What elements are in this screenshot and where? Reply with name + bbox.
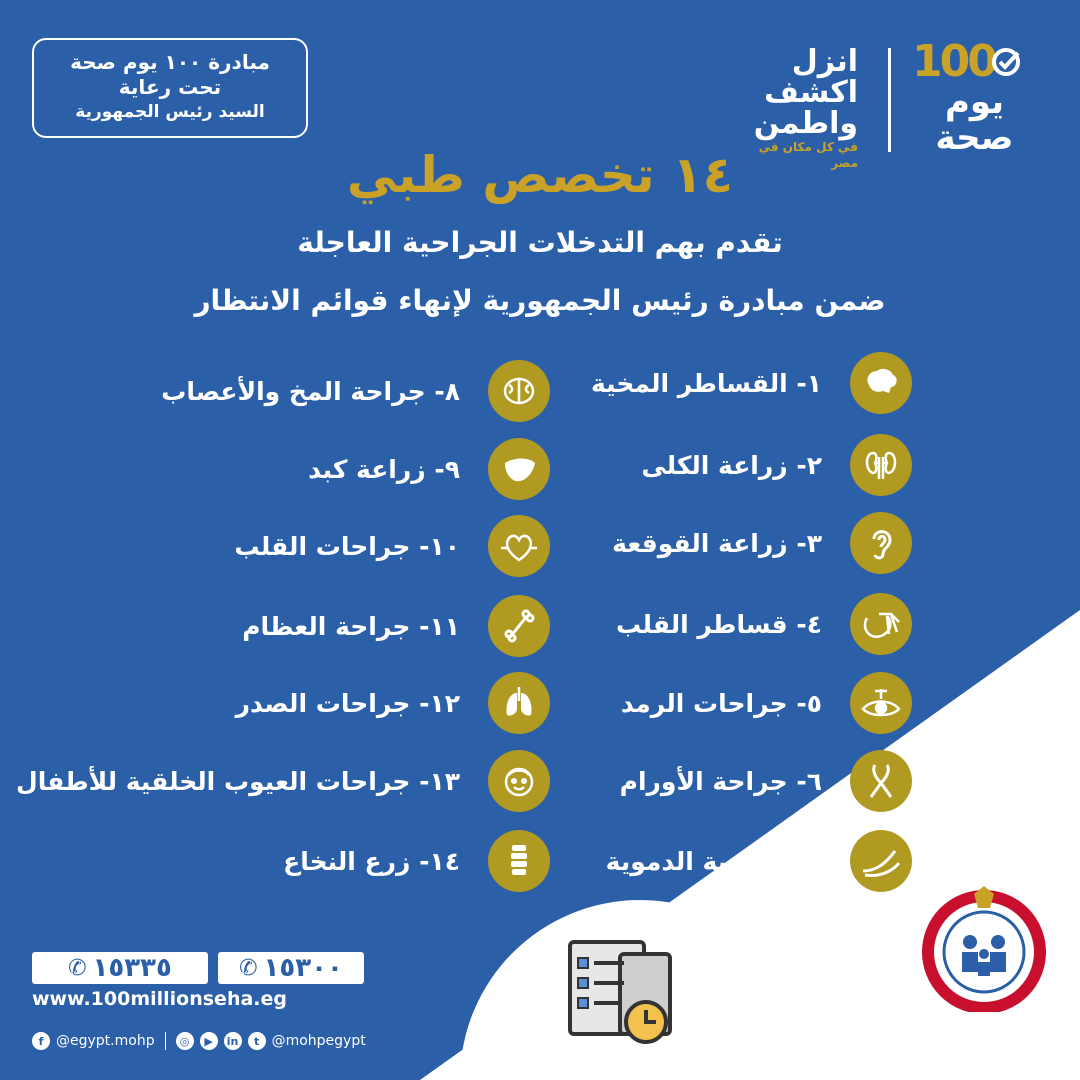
child-face-icon — [488, 750, 550, 812]
logo-100-days — [912, 36, 1037, 160]
specialty-item — [621, 672, 912, 734]
initiative-line-3: السيد رئيس الجمهورية — [75, 102, 265, 122]
kidney-icon — [850, 434, 912, 496]
specialty-item — [161, 360, 550, 422]
specialty-label: ٥- جراحات الرمد — [620, 688, 822, 718]
logo-word-1: يوم — [944, 82, 1004, 122]
specialty-label: ١٣- جراحات العيوب الخلقية للأطفال — [16, 766, 460, 796]
page-title: ١٤ تخصص طبي — [346, 146, 734, 204]
logo-number: 100 — [912, 36, 995, 87]
hotline-number: ١٥٣٣٥ — [92, 953, 172, 983]
ministry-logo — [918, 880, 1050, 1012]
vessel-hand-icon — [850, 830, 912, 892]
initiative-line-2: تحت رعاية — [118, 75, 222, 99]
specialty-label: ٢- زراعة الكلى — [641, 450, 822, 480]
phone-icon: ✆ — [239, 955, 258, 981]
specialty-item — [591, 352, 912, 414]
liver-icon — [488, 438, 550, 500]
slogan-line-1: انزل — [791, 44, 858, 79]
phone-icon: ✆ — [68, 955, 87, 981]
specialty-item — [616, 593, 912, 655]
heart-icon — [488, 515, 550, 577]
social-handle[interactable]: @mohpegypt — [271, 1033, 366, 1049]
specialty-label: ١- القساطر المخية — [590, 368, 822, 398]
checklist-clock-icon — [560, 934, 680, 1054]
specialty-label: ٤- قساطر القلب — [616, 609, 822, 639]
specialty-label: ١٠- جراحات القلب — [234, 531, 460, 561]
specialty-item — [16, 750, 550, 812]
specialty-label: ١٢- جراحات الصدر — [235, 688, 460, 718]
social-bar — [32, 1032, 366, 1050]
catheter-icon — [850, 593, 912, 655]
logo-word-2: صحة — [935, 118, 1014, 158]
check-icon — [991, 47, 1021, 77]
instagram-icon[interactable]: ◎ — [176, 1032, 194, 1050]
facebook-handle[interactable]: @egypt.mohp — [56, 1033, 155, 1049]
specialty-item — [283, 830, 550, 892]
specialty-item — [236, 672, 550, 734]
specialty-label: ٨- جراحة المخ والأعصاب — [161, 376, 460, 406]
specialty-item — [620, 750, 912, 812]
linkedin-icon[interactable]: in — [224, 1032, 242, 1050]
slogan-sub: في كل مكان في مصر — [758, 140, 858, 170]
youtube-icon[interactable]: ▶ — [200, 1032, 218, 1050]
specialty-item — [641, 434, 912, 496]
specialty-label: ١٤- زرع النخاع — [283, 846, 460, 876]
specialty-label: ٦- جراحة الأورام — [619, 766, 822, 796]
hotline-number: ١٥٣٠٠ — [263, 953, 343, 983]
specialty-item — [606, 830, 912, 892]
eye-icon — [850, 672, 912, 734]
specialty-label: ٩- زراعة كبد — [308, 454, 460, 484]
initiative-line-1: مبادرة ١٠٠ يوم صحة — [70, 50, 270, 74]
twitter-icon[interactable]: t — [248, 1032, 266, 1050]
subtitle-line-1: تقدم بهم التدخلات الجراحية العاجلة — [297, 226, 783, 259]
spine-icon — [488, 830, 550, 892]
subtitle-line-2: ضمن مبادرة رئيس الجمهورية لإنهاء قوائم الانتظار — [194, 284, 886, 317]
slogan-line-3: واطمن — [753, 106, 858, 141]
brain-nerves-icon — [488, 360, 550, 422]
ribbon-icon — [850, 750, 912, 812]
specialty-label: ٣- زراعة القوقعة — [612, 528, 822, 558]
hotline-badge[interactable] — [218, 952, 364, 984]
brain-icon — [850, 352, 912, 414]
slogan-line-2: اكشف — [764, 75, 858, 110]
specialty-item — [234, 515, 550, 577]
specialty-item — [308, 438, 550, 500]
specialty-label: ١١- جراحة العظام — [242, 611, 460, 641]
specialty-item — [242, 595, 550, 657]
ear-icon — [850, 512, 912, 574]
bone-icon — [488, 595, 550, 657]
hotline-badge[interactable] — [32, 952, 208, 984]
website-link[interactable]: www.100millionseha.eg — [32, 988, 287, 1010]
social-divider — [165, 1032, 166, 1050]
lungs-icon — [488, 672, 550, 734]
specialty-label: ٧- الأوعية الدموية — [605, 846, 822, 876]
logo-divider — [888, 48, 891, 152]
facebook-icon[interactable]: f — [32, 1032, 50, 1050]
specialty-item — [612, 512, 912, 574]
initiative-box — [32, 38, 308, 138]
